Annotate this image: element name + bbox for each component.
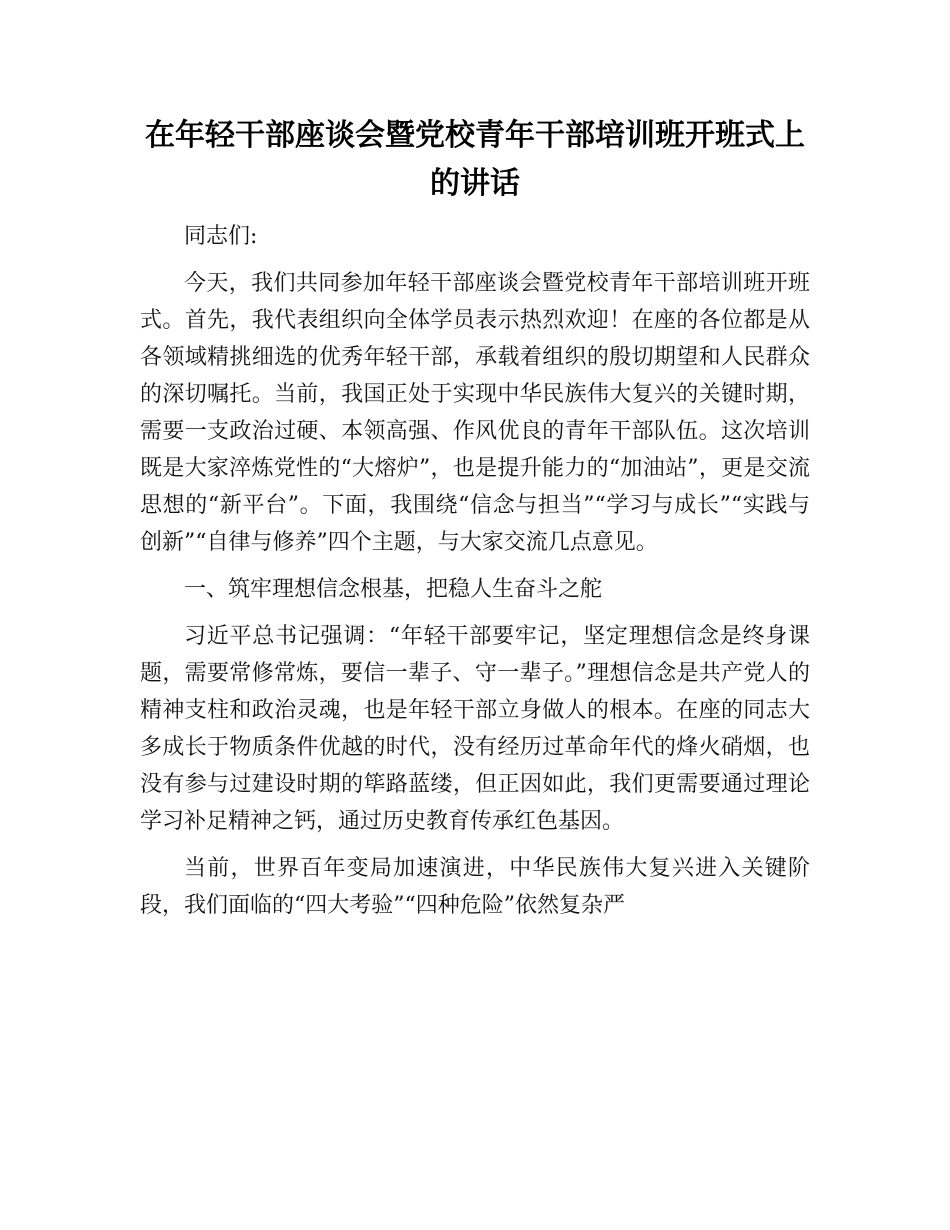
paragraph-intro: 今天，我们共同参加年轻干部座谈会暨党校青年干部培训班开班式。首先，我代表组织向全体学员表示热烈欢迎！在座的各位都是从各领域精挑细选的优秀年轻干部，承载着组织的殷切期望和人民群众的深切嘱托。当前，我国正处于实现中华民族伟大复兴的关键时期，需要一支政治过硬、本领高强、作风优良的青年干部队伍。这次培训既是大家淬炼党性的“大熔炉”，也是提升能力的“加油站”，更是交流思想的“新平台”。下面，我围绕“信念与担当”“学习与成长”“实践与创新”“自律与修养”四个主题，与大家交流几点意见。 [140, 271, 810, 555]
document-title: 在年轻干部座谈会暨党校青年干部培训班开班式上的讲话 [145, 118, 805, 201]
document-body [140, 218, 810, 934]
salutation: 同志们: [184, 224, 258, 249]
paragraph-current: 当前，世界百年变局加速演进，中华民族伟大复兴进入关键阶段，我们面临的“四大考验”“四种危险”依然复杂严 [140, 856, 810, 918]
section-heading-1: 一、筑牢理想信念根基，把稳人生奋斗之舵 [184, 577, 603, 602]
paragraph-ideals: 习近平总书记强调：“年轻干部要牢记，坚定理想信念是终身课题，需要常修常炼，要信一辈子、守一辈子。”理想信念是共产党人的精神支柱和政治灵魂，也是年轻干部立身做人的根本。在座的同志大多成长于物质条件优越的时代，没有经历过革命年代的烽火硝烟，也没有参与过建设时期的筚路蓝缕，但正因如此，我们更需要通过理论学习补足精神之钙，通过历史教育传承红色基因。 [140, 624, 810, 834]
